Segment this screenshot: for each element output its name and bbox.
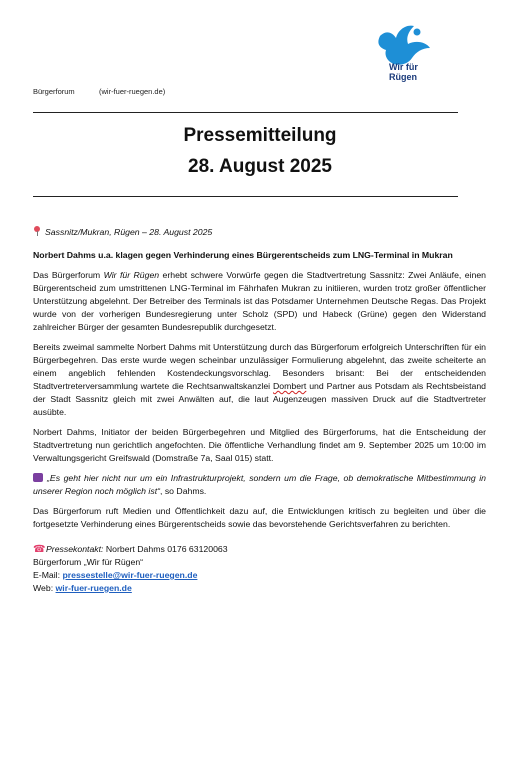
site-label: (wir-fuer-ruegen.de) — [99, 87, 166, 96]
logo-text: Wir für Rügen — [389, 62, 418, 82]
paragraph-4: Das Bürgerforum ruft Medien und Öffentlichkeit dazu auf, die Entwicklungen kritisch zu begleiten und über die fortgesetzte Verhinderung eines Bürgerentscheids sowie das bevorstehende Gerichtsverfahren zu berichten. — [33, 506, 486, 529]
paragraph-1: Das Bürgerforum Wir für Rügen erhebt schwere Vorwürfe gegen die Stadtvertretung Sassnitz: Zwei Anläufe, einen Bürgerentscheid zum umstrittenen LNG-Terminal im Fährhafen Mukran zu initiieren, wurden trotz großer öffentlicher Unterstützung abgelehnt. Der Betreiber des Terminals ist das Potsdamer Unternehmen Deutsche Regas. Das Projekt wurde von der vorherigen Bundesregierung unter Scholz (SPD) und Habeck (Grüne) gegen den Widerstand zahlreicher Bürger der gesamten Bundesrepublik durchgesetzt. — [33, 270, 486, 332]
dateline: Sassnitz/Mukran, Rügen – 28. August 2025 — [33, 226, 486, 239]
paragraph-2: Bereits zweimal sammelte Norbert Dahms mit Unterstützung durch das Bürgerforum erfolgreich Unterschriften für ein Bürgerbegehren. Das erste wurde wegen scheinbar unzulässiger Formulierung abgelehnt, das zweite scheiterte an einem angeblich fehlenden Kostendeckungsvorschlag. Besonders brisant: Bei der entscheidenden Stadtvertreterversammlung wartete die Rechtsanwaltskanzlei Dombert und Partner aus Potsdam als Rechtsbeistand der Stadt Sassnitz gleich mit zwei Anwälten auf, die laut Augenzeugen massiven Druck auf die Stadtvertreter ausübte. — [33, 342, 487, 417]
press-contact — [33, 543, 486, 595]
page-title: Pressemitteilung — [183, 125, 337, 146]
press-release-body — [33, 226, 486, 595]
bottom-divider — [33, 196, 458, 197]
quote-paragraph: „Es geht hier nicht nur um ein Infrastrukturprojekt, sondern um die Frage, ob demokratische Mitbestimmung in unserer Region noch möglich ist“, so Dahms. — [33, 473, 486, 496]
lead-paragraph: Norbert Dahms u.a. klagen gegen Verhinderung eines Bürgerentscheids zum LNG-Terminal in Mukran — [33, 250, 453, 260]
contact-email-line: E-Mail: pressestelle@wir-fuer-ruegen.de — [33, 570, 198, 580]
paragraph-3: Norbert Dahms, Initiator der beiden Bürgerbegehren und Mitglied des Bürgerforums, hat die Entscheidung der Stadtvertretung nun gerichtlich angefochten. Die öffentliche Verhandlung findet am 9. September 2025 um 10:00 im Verwaltungsgericht Greifswald (Domstraße 7a, Saal 015) statt. — [33, 427, 486, 463]
speech-icon — [33, 473, 43, 482]
web-link[interactable]: wir-fuer-ruegen.de — [55, 583, 132, 593]
contact-line: ☎Pressekontakt: Norbert Dahms 0176 63120063 — [33, 544, 228, 555]
phone-icon: ☎ — [33, 544, 46, 555]
page-date: 28. August 2025 — [188, 156, 332, 177]
email-link[interactable]: pressestelle@wir-fuer-ruegen.de — [62, 570, 198, 580]
org-label: Bürgerforum — [33, 87, 75, 96]
pin-icon — [33, 226, 41, 236]
top-divider — [33, 112, 458, 113]
contact-org: Bürgerforum „Wir für Rügen“ — [33, 557, 144, 567]
contact-web-line: Web: wir-fuer-ruegen.de — [33, 583, 132, 593]
